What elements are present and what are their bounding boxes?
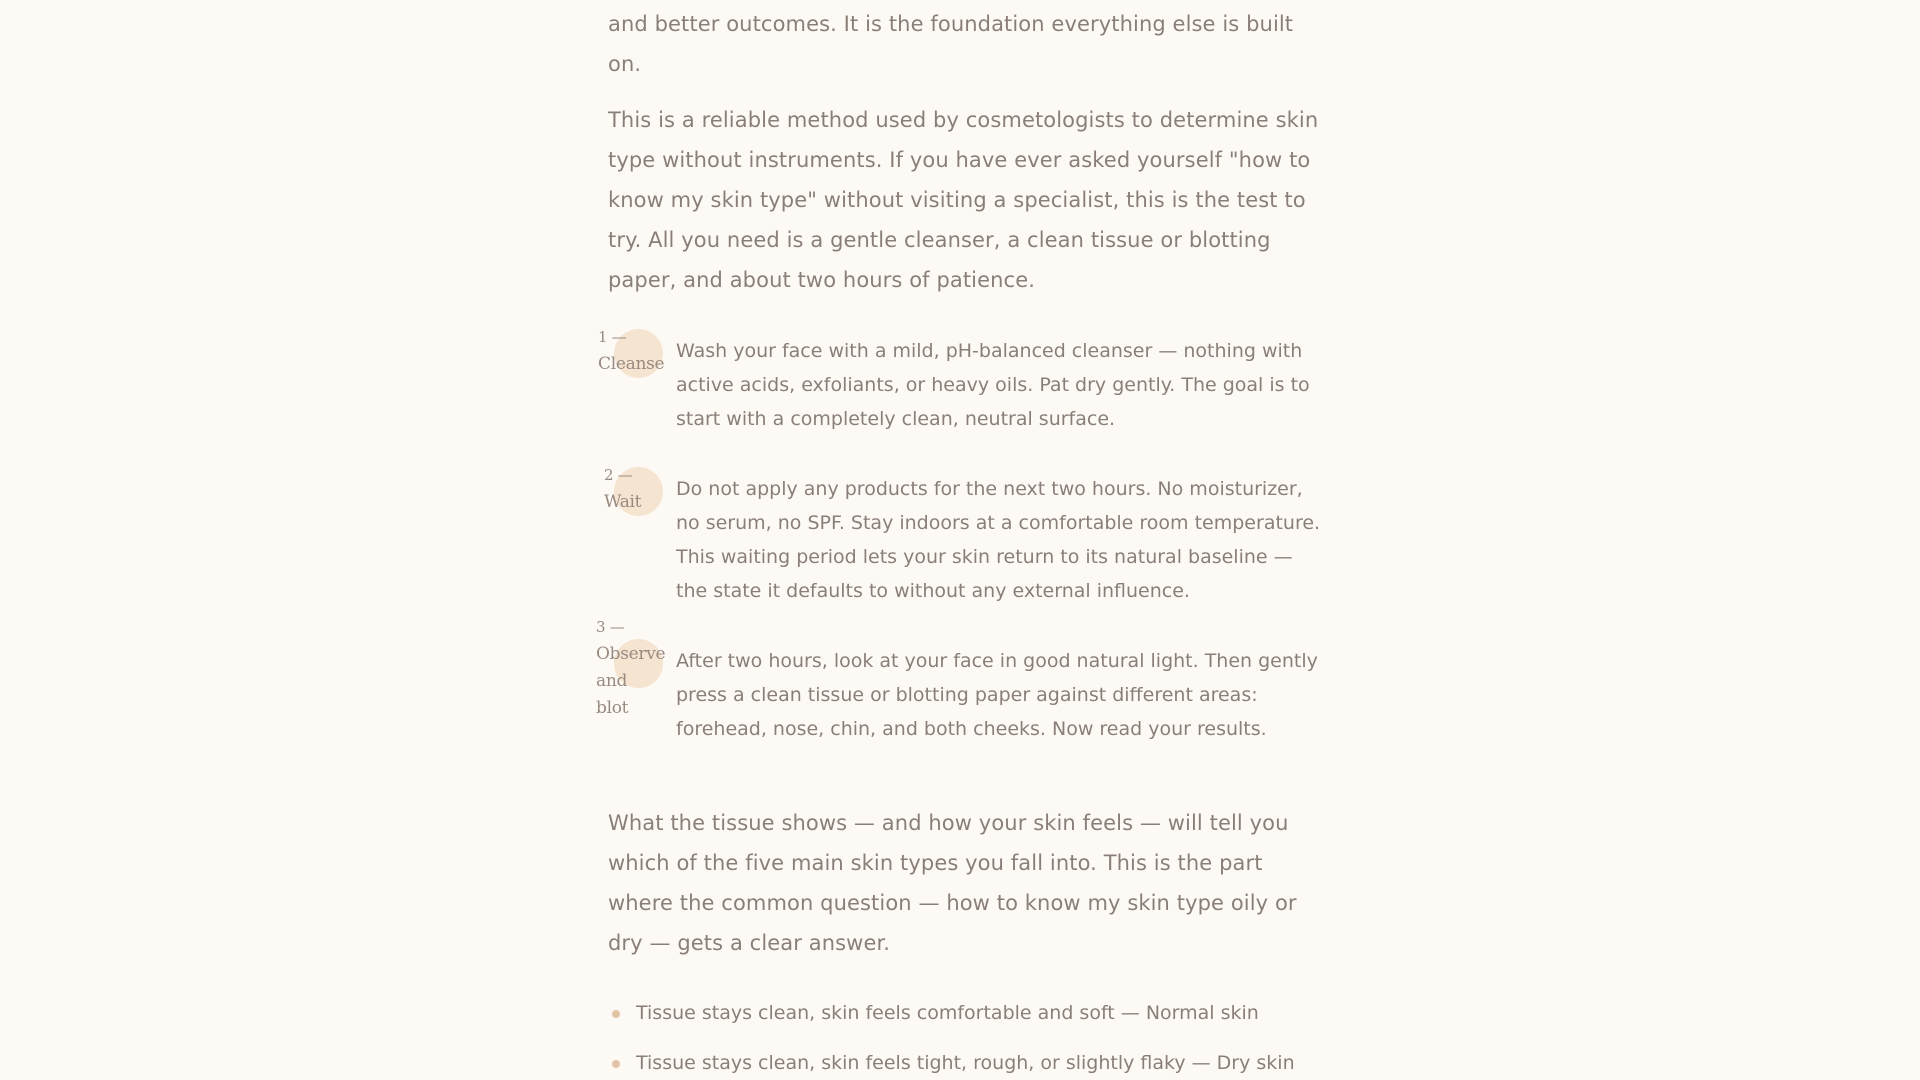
step-label [598, 324, 664, 378]
results-list [608, 996, 1320, 1080]
step-label [596, 614, 666, 722]
list-item [608, 1046, 1320, 1080]
list-item [608, 996, 1320, 1030]
step-label [604, 462, 641, 516]
step-title: Observe and blot [596, 644, 666, 718]
step-description: Do not apply any products for the next two hours. No moisturizer, no serum, no SPF. Stay indoors at a comfortable room temperature. This waiting period lets your skin return to its natural baseline — the state it defaults to without any external influence. [676, 478, 1321, 602]
bullet-dot-icon [612, 1060, 620, 1068]
step-number: 2 — [604, 466, 633, 484]
intro-tail-paragraph: and better outcomes. It is the foundation everything else is built on. [608, 12, 1294, 76]
step-title: Cleanse [598, 354, 665, 374]
list-item-text: Tissue stays clean, skin feels tight, rough, or slightly flaky — Dry skin [636, 1052, 1295, 1074]
step-title: Wait [604, 492, 642, 512]
results-paragraph: What the tissue shows — and how your skin feels — will tell you which of the five main skin types you fall into. This is the part where the common question — how to know my skin type oily or dry — gets a clear answer. [608, 811, 1297, 955]
bullet-dot-icon [612, 1010, 620, 1018]
list-item-text: Tissue stays clean, skin feels comfortable and soft — Normal skin [636, 1002, 1259, 1024]
method-paragraph: This is a reliable method used by cosmetologists to determine skin type without instruments. If you have ever asked yourself "how to know my skin type" without visiting a specialist, this is the test to try. All you need is a gentle cleanser, a clean tissue or blotting paper, and about two hours of patience. [608, 108, 1319, 292]
step-number: 1 — [598, 328, 627, 346]
step-number: 3 — [596, 618, 625, 636]
step-description: After two hours, look at your face in good natural light. Then gently press a clean tissue or blotting paper against different areas: forehead, nose, chin, and both cheeks. Now read your results. [676, 650, 1318, 740]
step-description: Wash your face with a mild, pH-balanced cleanser — nothing with active acids, exfoliants, or heavy oils. Pat dry gently. The goal is to start with a completely clean, neutral surface. [676, 340, 1310, 430]
